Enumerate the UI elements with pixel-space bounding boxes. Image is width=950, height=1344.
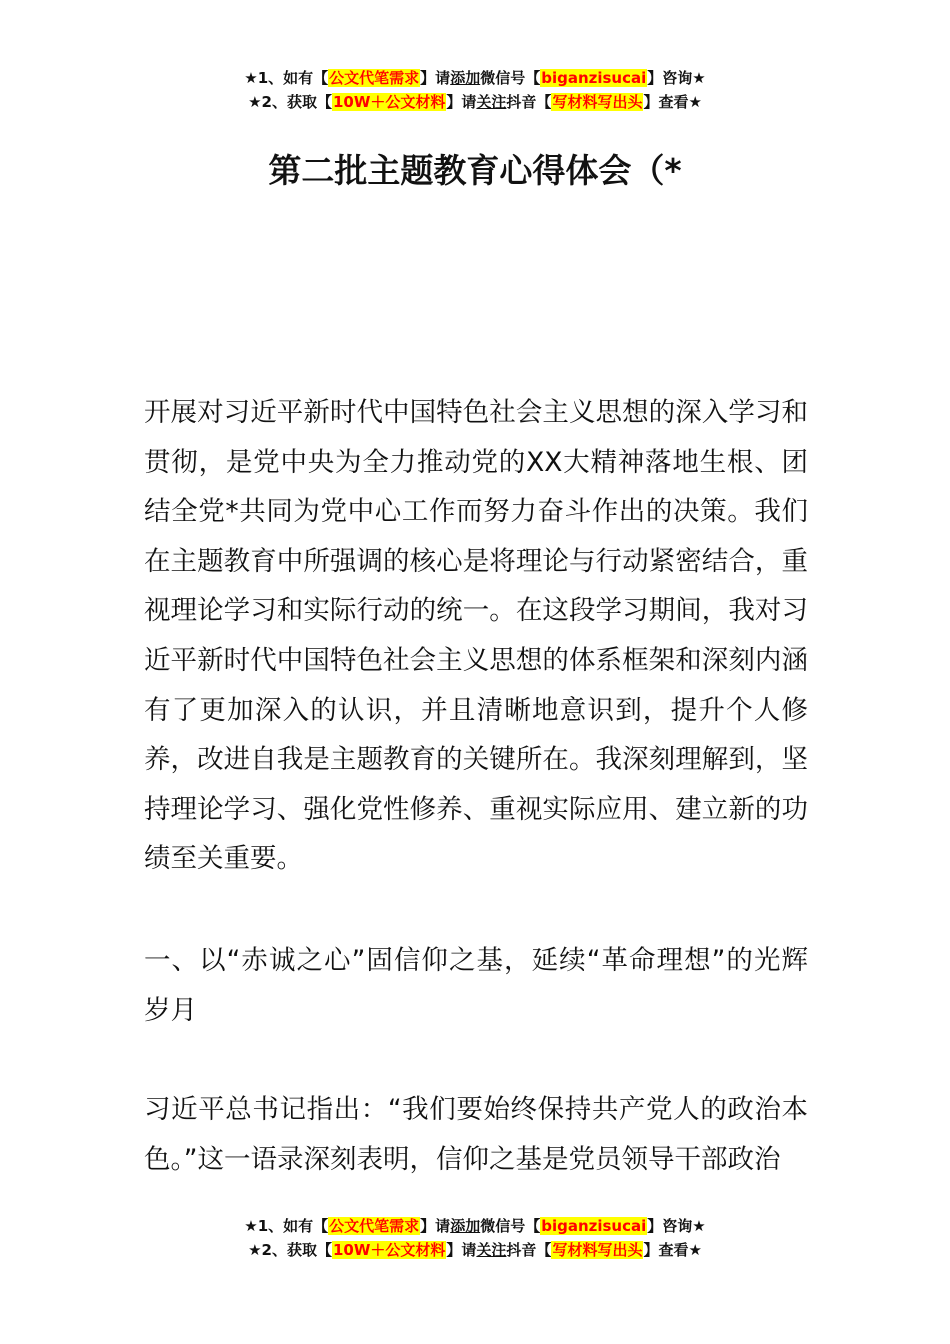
body-paragraph: 开展对习近平新时代中国特色社会主义思想的深入学习和贯彻，是党中央为全力推动党的XX大精神落地生根、团结全党*共同为党中心工作而努力奋斗作出的决策。我们在主题教育中所强调的核心是将理论与行动紧密结合，重视理论学习和实际行动的统一。在这段学习期间，我对习近平新时代中国特色社会主义思想的体系框架和深刻内涵有了更加深入的认识，并且清晰地意识到，提升个人修养，改进自我是主题教育的关键所在。我深刻理解到，坚持理论学习、强化党性修养、重视实际应用、建立新的功绩至关重要。 <box>144 397 808 875</box>
banner-wechat-id: biganzisucai <box>541 69 647 87</box>
banner-text: 抖音【 <box>506 1241 552 1259</box>
banner-line-2 <box>0 1238 950 1262</box>
banner-douyin-id: 写材料写出头 <box>552 1241 643 1259</box>
banner-line-1 <box>0 66 950 90</box>
banner-text: ★2、获取【 <box>248 1241 332 1259</box>
banner-line-2 <box>0 90 950 114</box>
banner-emphasis: 添加 <box>450 69 481 87</box>
banner-text: 】请 <box>420 69 451 87</box>
banner-highlight: 10W＋公文材料 <box>332 1241 446 1259</box>
banner-text: ★2、获取【 <box>248 93 332 111</box>
banner-emphasis: 关注 <box>476 93 507 111</box>
banner-line-1 <box>0 1214 950 1238</box>
banner-highlight: 10W＋公文材料 <box>332 93 446 111</box>
banner-text: 】请 <box>446 93 477 111</box>
banner-text: 】请 <box>446 1241 477 1259</box>
footer-banner <box>0 1214 950 1262</box>
banner-emphasis: 关注 <box>476 1241 507 1259</box>
banner-text: 】请 <box>420 1217 451 1235</box>
banner-wechat-id: biganzisucai <box>541 1217 647 1235</box>
banner-text: 】咨询★ <box>647 1217 706 1235</box>
banner-text: ★1、如有【 <box>244 1217 329 1235</box>
section-heading: 一、以“赤诚之心”固信仰之基，延续“革命理想”的光辉岁月 <box>144 945 808 1026</box>
banner-emphasis: 添加 <box>450 1217 481 1235</box>
banner-text: 微信号【 <box>480 1217 541 1235</box>
banner-text: 抖音【 <box>506 93 552 111</box>
banner-text: 】查看★ <box>643 1241 702 1259</box>
document-title: 第二批主题教育心得体会（* <box>268 151 682 190</box>
header-banner <box>0 66 950 114</box>
banner-highlight: 公文代笔需求 <box>329 69 420 87</box>
banner-text: 】咨询★ <box>647 69 706 87</box>
banner-text: ★1、如有【 <box>244 69 329 87</box>
banner-text: 】查看★ <box>643 93 702 111</box>
banner-douyin-id: 写材料写出头 <box>552 93 643 111</box>
body-paragraph: 习近平总书记指出：“我们要始终保持共产党人的政治本色。”这一语录深刻表明，信仰之基是党员领导干部政治 <box>144 1094 808 1175</box>
banner-highlight: 公文代笔需求 <box>329 1217 420 1235</box>
banner-text: 微信号【 <box>480 69 541 87</box>
